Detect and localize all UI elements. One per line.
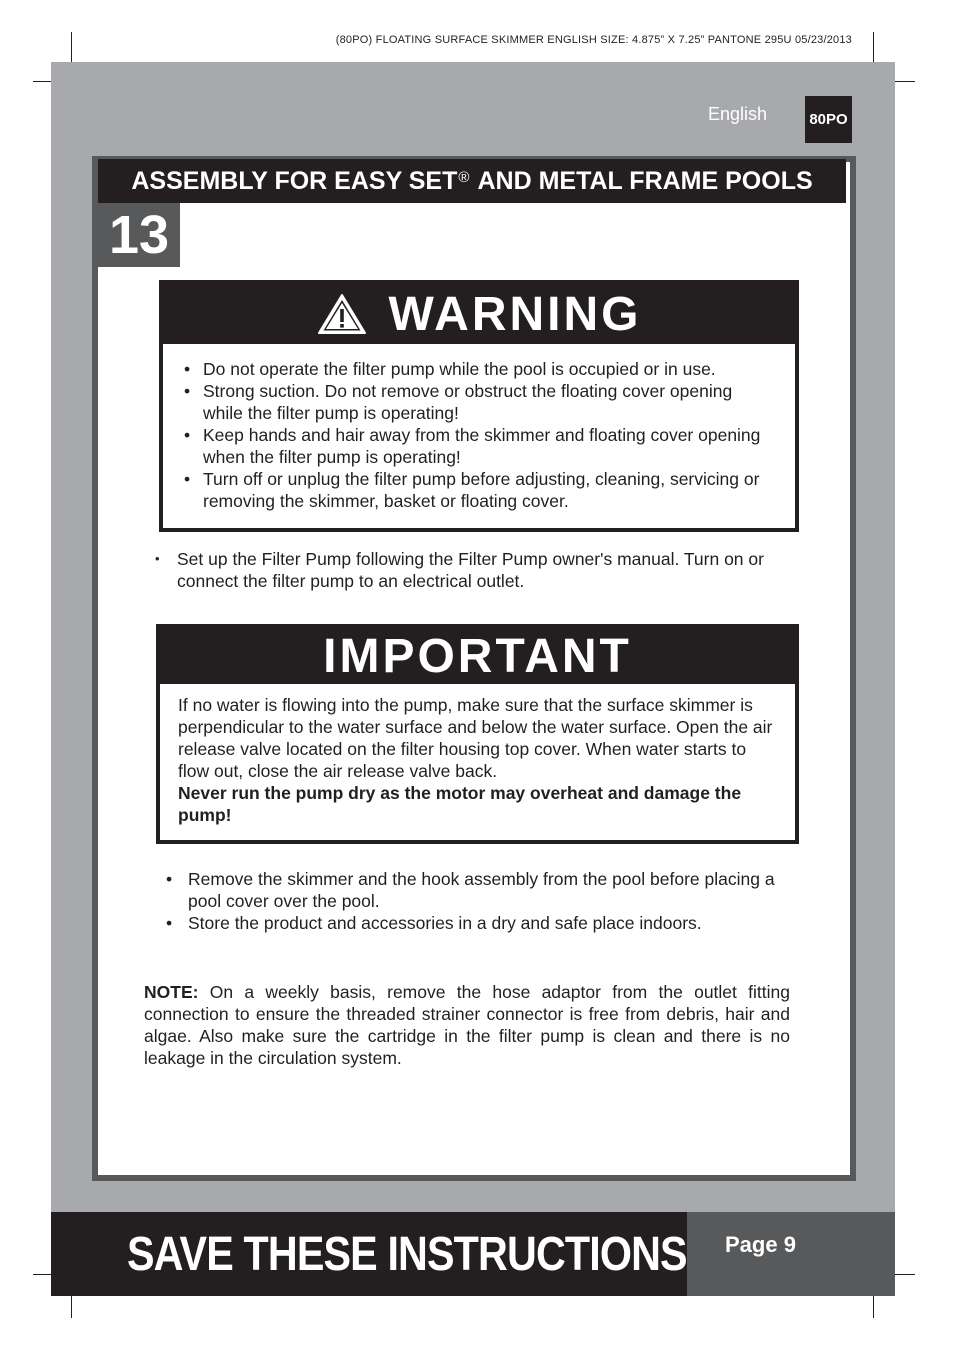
language-label: English — [708, 104, 768, 124]
page-number: Page 9 — [725, 1232, 796, 1257]
crop-mark — [71, 32, 72, 62]
important-bold-text: Never run the pump dry as the motor may overheat and damage the pump! — [178, 783, 742, 825]
storage-instructions — [188, 868, 798, 934]
list-item: • Strong suction. Do not remove or obstruct the floating cover opening while the filter pump is operating! — [203, 380, 775, 424]
warning-title: WARNING — [388, 287, 642, 341]
warning-list — [163, 344, 795, 512]
note-label: NOTE: — [144, 982, 199, 1002]
section-title-rest: AND METAL FRAME POOLS — [471, 166, 813, 195]
section-title-main: ASSEMBLY FOR EASY SET — [131, 166, 458, 195]
list-item: • Remove the skimmer and the hook assembly from the pool before placing a pool cover over the pool. — [188, 868, 798, 912]
crop-mark — [895, 81, 915, 82]
list-item: • Keep hands and hair away from the skimmer and floating cover opening when the filter pump is operating! — [203, 424, 775, 468]
list-item: • Do not operate the filter pump while the pool is occupied or in use. — [203, 358, 775, 380]
crop-mark — [33, 1274, 51, 1275]
crop-mark — [71, 1296, 72, 1318]
footer-title: SAVE THESE INSTRUCTIONS — [127, 1227, 687, 1281]
important-body — [160, 684, 795, 826]
note-text: On a weekly basis, remove the hose adaptor from the outlet fitting connection to ensure the threaded strainer connector is free from debris, hair and algae. Also make sure the cartridge in the filter pump is clean and there is no leakage in the circulation system. — [144, 982, 790, 1068]
section-title — [98, 159, 846, 203]
footer-page-box — [687, 1212, 895, 1296]
maintenance-note — [144, 981, 790, 1069]
list-item: • Store the product and accessories in a dry and safe place indoors. — [188, 912, 798, 934]
important-title: IMPORTANT — [160, 628, 795, 684]
print-info: (80PO) FLOATING SURFACE SKIMMER ENGLISH SIZE: 4.875” X 7.25” PANTONE 295U 05/23/2013 — [335, 34, 852, 46]
warning-header — [163, 284, 795, 344]
important-text: If no water is flowing into the pump, make sure that the surface skimmer is perpendicular to the water surface and below the water surface. Open the air release valve located on the filter housing top cover. When water starts to flow out, close the air release valve back. — [178, 695, 773, 781]
footer-banner — [51, 1212, 687, 1296]
warning-triangle-icon — [317, 293, 367, 335]
crop-mark — [873, 32, 874, 62]
crop-mark — [895, 1274, 915, 1275]
setup-instruction: • Set up the Filter Pump following the Filter Pump owner's manual. Turn on or connect the filter pump to an electrical outlet. — [177, 548, 787, 592]
crop-mark — [873, 1296, 874, 1318]
warning-box — [159, 280, 799, 532]
model-badge: 80PO — [805, 96, 852, 143]
registered-mark: ® — [458, 168, 470, 186]
list-item: • Turn off or unplug the filter pump before adjusting, cleaning, servicing or removing the skimmer, basket or floating cover. — [203, 468, 775, 512]
step-number: 13 — [98, 203, 180, 267]
important-box — [156, 624, 799, 844]
crop-mark — [33, 81, 51, 82]
